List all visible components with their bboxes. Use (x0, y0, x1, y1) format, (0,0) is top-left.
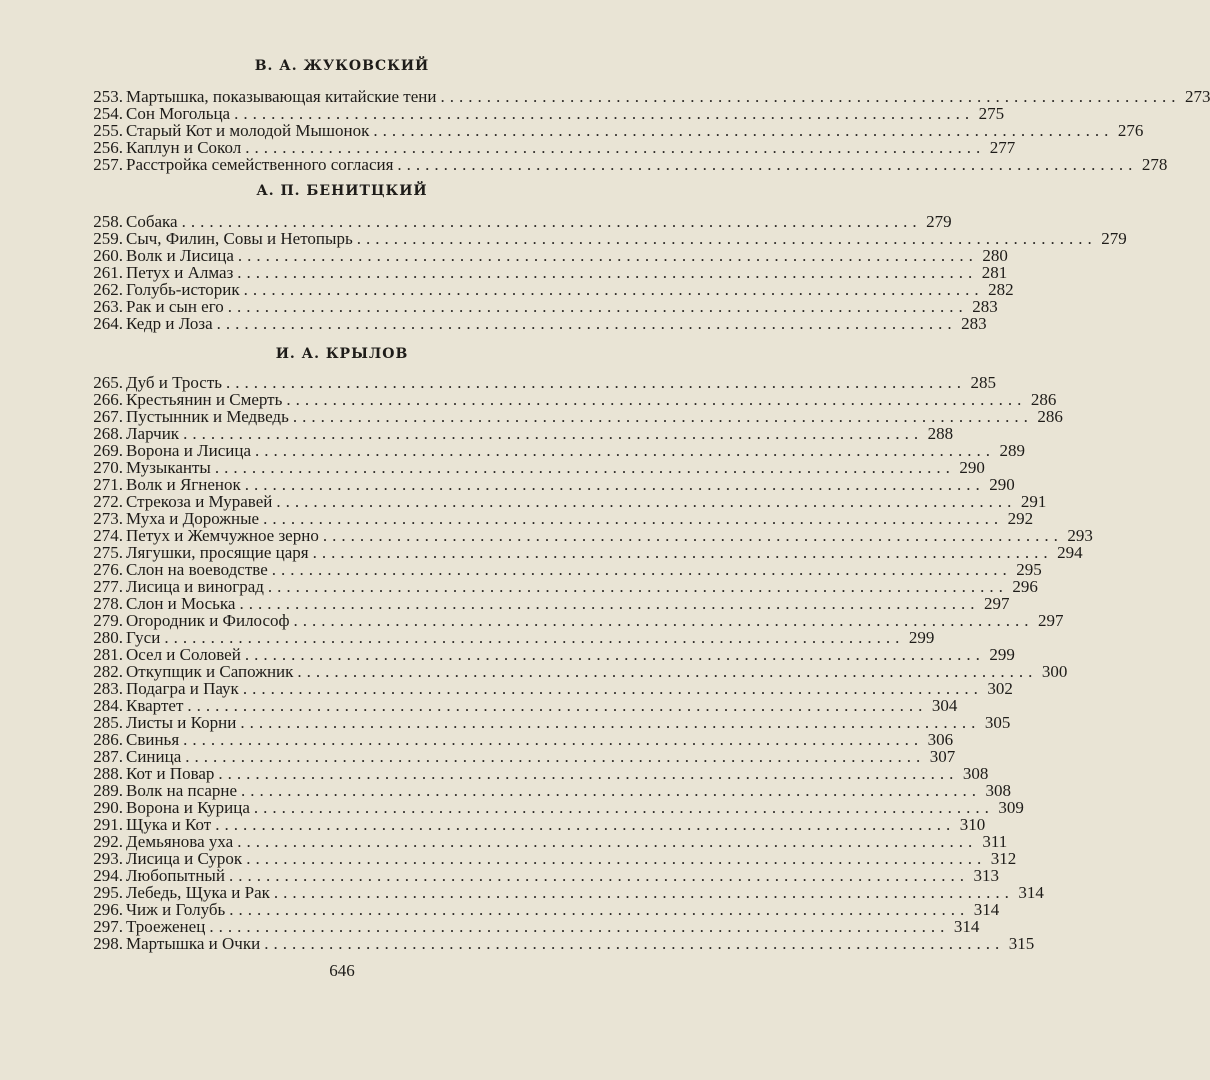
toc-entry (78, 832, 1008, 851)
entry-title: Квартет (126, 696, 184, 715)
section-heading-benitsky: А. П. БЕНИТЦКИЙ (256, 183, 428, 199)
toc-entry (78, 121, 1144, 140)
toc-list-zhukovsky (78, 87, 1210, 174)
entry-number: 257. (93, 155, 123, 174)
entry-title: Петух и Алмаз (126, 263, 234, 282)
toc-entry (78, 509, 1034, 528)
entry-title: Голубь-историк (126, 280, 240, 299)
entry-title: Лисица и Сурок (126, 849, 243, 868)
toc-entry (78, 314, 987, 333)
toc-entry (78, 628, 935, 647)
entry-title: Петух и Жемчужное зерно (126, 526, 319, 545)
entry-page-number: 278 (1141, 155, 1168, 174)
entry-title: Ларчик (126, 424, 180, 443)
dot-leader: ................................................................................ (297, 662, 1038, 681)
dot-leader: ................................................................................ (215, 815, 956, 834)
entry-page-number: 299 (908, 628, 935, 647)
entry-title: Крестьянин и Смерть (126, 390, 283, 409)
entry-page-number: 277 (989, 138, 1016, 157)
dot-leader: ................................................................................ (312, 543, 1053, 562)
dot-leader: ................................................................................ (276, 492, 1017, 511)
toc-list-benitsky (78, 212, 1127, 333)
entry-number: 258. (93, 212, 123, 231)
entry-title: Слон на воеводстве (126, 560, 268, 579)
dot-leader: ................................................................................ (181, 212, 922, 231)
entry-page-number: 306 (927, 730, 954, 749)
entry-number: 263. (93, 297, 123, 316)
toc-entry (78, 781, 1012, 800)
dot-leader: ................................................................................ (241, 781, 982, 800)
entry-page-number: 313 (973, 866, 999, 885)
entry-page-number: 283 (961, 314, 987, 333)
entry-title: Расстройка семейственного согласия (126, 155, 394, 174)
entry-title: Дуб и Трость (126, 373, 223, 392)
page-number: 646 (329, 961, 355, 980)
dot-leader: ................................................................................ (246, 849, 987, 868)
entry-page-number: 314 (1018, 883, 1044, 902)
dot-leader: ................................................................................ (244, 475, 985, 494)
entry-page-number: 279 (926, 212, 952, 231)
toc-entry (78, 917, 980, 936)
entry-title: Кот и Повар (126, 764, 215, 783)
dot-leader: ................................................................................ (293, 611, 1034, 630)
toc-entry (78, 543, 1083, 562)
entry-number: 290. (93, 798, 123, 817)
entry-page-number: 297 (983, 594, 1010, 613)
toc-entry (78, 594, 1010, 613)
entry-page-number: 312 (990, 849, 1017, 868)
entry-page-number: 282 (988, 280, 1014, 299)
entry-page-number: 275 (978, 104, 1005, 123)
toc-entry (78, 764, 989, 783)
entry-title: Ворона и Курица (126, 798, 250, 817)
entry-title: Волк на псарне (126, 781, 238, 800)
dot-leader: ................................................................................ (237, 263, 978, 282)
dot-leader: ................................................................................ (273, 883, 1014, 902)
entry-title: Мартышка и Очки (126, 934, 261, 953)
entry-title: Сон Могольца (126, 104, 231, 123)
entry-number: 260. (93, 246, 123, 265)
entry-number: 270. (93, 458, 123, 477)
toc-entry (78, 577, 1038, 596)
entry-number: 278. (93, 594, 123, 613)
dot-leader: ................................................................................ (271, 560, 1012, 579)
entry-number: 268. (93, 424, 123, 443)
toc-list-krylov (78, 373, 1093, 953)
entry-title: Синица (126, 747, 182, 766)
entry-number: 259. (93, 229, 123, 248)
entry-title: Кедр и Лоза (126, 314, 213, 333)
entry-page-number: 299 (989, 645, 1015, 664)
entry-page-number: 285 (970, 373, 997, 392)
entry-number: 283. (93, 679, 123, 698)
entry-title: Огородник и Философ (126, 611, 290, 630)
entry-page-number: 279 (1101, 229, 1127, 248)
entry-page-number: 297 (1038, 611, 1064, 630)
toc-entry (78, 679, 1013, 698)
entry-title: Волк и Ягненок (126, 475, 241, 494)
entry-page-number: 294 (1057, 543, 1083, 562)
toc-entry (78, 849, 1017, 868)
toc-entry (78, 407, 1063, 426)
dot-leader: ................................................................................ (187, 696, 928, 715)
entry-number: 289. (93, 781, 123, 800)
toc-entry (78, 866, 999, 885)
section-heading-krylov: И. А. КРЫЛОВ (275, 346, 409, 362)
toc-entry (78, 390, 1057, 409)
toc-entry (78, 246, 1008, 265)
dot-leader: ................................................................................ (234, 104, 975, 123)
dot-leader: ................................................................................ (228, 866, 969, 885)
dot-leader: ................................................................................ (253, 798, 994, 817)
entry-title: Лебедь, Щука и Рак (126, 883, 270, 902)
toc-entry (78, 883, 1044, 902)
entry-number: 293. (93, 849, 123, 868)
dot-leader: ................................................................................ (397, 155, 1138, 174)
entry-title: Ворона и Лисица (126, 441, 251, 460)
entry-number: 273. (93, 509, 123, 528)
entry-page-number: 300 (1041, 662, 1068, 681)
entry-title: Щука и Кот (126, 815, 212, 834)
toc-entry (78, 934, 1035, 953)
entry-number: 282. (93, 662, 123, 681)
entry-number: 281. (93, 645, 123, 664)
toc-entry (78, 263, 1008, 282)
dot-leader: ................................................................................ (214, 458, 955, 477)
dot-leader: ................................................................................ (183, 730, 924, 749)
dot-leader: ................................................................................ (239, 594, 980, 613)
entry-page-number: 302 (987, 679, 1013, 698)
entry-title: Демьянова уха (126, 832, 234, 851)
entry-page-number: 307 (929, 747, 956, 766)
entry-title: Любопытный (126, 866, 225, 885)
dot-leader: ................................................................................ (263, 509, 1004, 528)
entry-number: 255. (93, 121, 123, 140)
dot-leader: ................................................................................ (267, 577, 1008, 596)
entry-number: 295. (93, 883, 123, 902)
toc-entry (78, 645, 1015, 664)
dot-leader: ................................................................................ (229, 900, 970, 919)
toc-entry (78, 492, 1047, 511)
dot-leader: ................................................................................ (255, 441, 995, 460)
toc-entry (78, 441, 1025, 460)
entry-title: Пустынник и Медведь (126, 407, 289, 426)
dot-leader: ................................................................................ (183, 424, 924, 443)
entry-title: Осел и Соловей (126, 645, 241, 664)
entry-number: 292. (93, 832, 123, 851)
entry-title: Музыканты (126, 458, 211, 477)
entry-number: 284. (93, 696, 123, 715)
entry-title: Стрекоза и Муравей (126, 492, 273, 511)
toc-entry (78, 212, 952, 231)
section-heading-zhukovsky: В. А. ЖУКОВСКИЙ (254, 58, 430, 74)
entry-number: 288. (93, 764, 123, 783)
entry-number: 253. (93, 87, 123, 106)
entry-page-number: 280 (982, 246, 1008, 265)
dot-leader: ................................................................................ (237, 246, 978, 265)
entry-title: Сыч, Филин, Совы и Нетопырь (126, 229, 353, 248)
dot-leader: ................................................................................ (286, 390, 1027, 409)
entry-page-number: 281 (981, 263, 1008, 282)
dot-leader: ................................................................................ (242, 679, 983, 698)
entry-page-number: 310 (959, 815, 986, 834)
entry-number: 291. (93, 815, 123, 834)
entry-number: 269. (93, 441, 123, 460)
toc-entry (78, 155, 1168, 174)
entry-number: 287. (93, 747, 123, 766)
dot-leader: ................................................................................ (264, 934, 1005, 953)
toc-entry (78, 747, 956, 766)
entry-title: Мартышка, показывающая китайские тени (126, 87, 437, 106)
toc-entry (78, 475, 1015, 494)
dot-leader: ................................................................................ (216, 314, 957, 333)
toc-entry (78, 458, 985, 477)
entry-page-number: 288 (927, 424, 954, 443)
entry-number: 286. (93, 730, 123, 749)
entry-page-number: 276 (1117, 121, 1144, 140)
entry-title: Каплун и Сокол (126, 138, 242, 157)
toc-entry (78, 900, 1000, 919)
dot-leader: ................................................................................ (373, 121, 1114, 140)
toc-entry (78, 526, 1093, 545)
dot-leader: ................................................................................ (164, 628, 905, 647)
entry-title: Троеженец (126, 917, 206, 936)
entry-title: Гуси (126, 628, 161, 647)
dot-leader: ................................................................................ (292, 407, 1033, 426)
entry-title: Волк и Лисица (126, 246, 234, 265)
entry-title: Старый Кот и молодой Мышонок (126, 121, 370, 140)
dot-leader: ................................................................................ (237, 832, 978, 851)
entry-page-number: 296 (1012, 577, 1038, 596)
entry-page-number: 289 (999, 441, 1025, 460)
entry-number: 261. (93, 263, 123, 282)
entry-number: 275. (93, 543, 123, 562)
entry-title: Муха и Дорожные (126, 509, 260, 528)
entry-page-number: 273 (1184, 87, 1210, 106)
toc-entry (78, 138, 1016, 157)
entry-title: Свинья (126, 730, 180, 749)
dot-leader: ................................................................................ (245, 138, 986, 157)
entry-title: Чиж и Голубь (126, 900, 226, 919)
entry-number: 277. (93, 577, 123, 596)
dot-leader: ................................................................................ (226, 373, 967, 392)
toc-entry (78, 280, 1014, 299)
entry-number: 264. (93, 314, 123, 333)
toc-entry (78, 229, 1127, 248)
dot-leader: ................................................................................ (356, 229, 1097, 248)
entry-page-number: 308 (985, 781, 1012, 800)
toc-entry (78, 730, 954, 749)
entry-number: 298. (93, 934, 123, 953)
toc-entry (78, 297, 998, 316)
entry-title: Откупщик и Сапожник (126, 662, 294, 681)
entry-page-number: 304 (931, 696, 958, 715)
dot-leader: ................................................................................ (322, 526, 1063, 545)
entry-page-number: 315 (1008, 934, 1035, 953)
dot-leader: ................................................................................ (440, 87, 1181, 106)
toc-entry (78, 424, 954, 443)
entry-page-number: 308 (962, 764, 989, 783)
toc-entry (78, 798, 1024, 817)
entry-number: 294. (93, 866, 123, 885)
dot-leader: ................................................................................ (240, 713, 981, 732)
entry-number: 256. (93, 138, 123, 157)
entry-page-number: 291 (1020, 492, 1047, 511)
toc-entry (78, 560, 1042, 579)
toc-entry (78, 696, 958, 715)
entry-title: Рак и сын его (126, 297, 224, 316)
entry-page-number: 286 (1037, 407, 1063, 426)
toc-entry (78, 373, 997, 392)
toc-entry (78, 815, 986, 834)
entry-number: 271. (93, 475, 123, 494)
toc-entry (78, 662, 1068, 681)
entry-number: 254. (93, 104, 123, 123)
dot-leader: ................................................................................ (185, 747, 926, 766)
dot-leader: ................................................................................ (227, 297, 968, 316)
entry-number: 296. (93, 900, 123, 919)
entry-number: 285. (93, 713, 123, 732)
entry-number: 280. (93, 628, 123, 647)
dot-leader: ................................................................................ (209, 917, 950, 936)
entry-title: Собака (126, 212, 178, 231)
entry-number: 266. (93, 390, 123, 409)
toc-entry (78, 87, 1210, 106)
dot-leader: ................................................................................ (244, 645, 985, 664)
entry-page-number: 290 (989, 475, 1015, 494)
entry-page-number: 293 (1067, 526, 1093, 545)
entry-page-number: 314 (973, 900, 1000, 919)
dot-leader: ................................................................................ (218, 764, 959, 783)
entry-page-number: 309 (998, 798, 1024, 817)
entry-page-number: 311 (982, 832, 1008, 851)
entry-number: 262. (93, 280, 123, 299)
entry-number: 279. (93, 611, 123, 630)
dot-leader: ................................................................................ (243, 280, 984, 299)
entry-page-number: 292 (1007, 509, 1034, 528)
entry-title: Слон и Моська (126, 594, 236, 613)
toc-entry (78, 713, 1011, 732)
entry-title: Лисица и виноград (126, 577, 264, 596)
entry-number: 297. (93, 917, 123, 936)
entry-number: 272. (93, 492, 123, 511)
entry-title: Лягушки, просящие царя (126, 543, 309, 562)
toc-entry (78, 611, 1064, 630)
entry-page-number: 286 (1030, 390, 1057, 409)
entry-number: 267. (93, 407, 123, 426)
entry-number: 265. (93, 373, 123, 392)
entry-page-number: 314 (953, 917, 980, 936)
entry-number: 276. (93, 560, 123, 579)
entry-number: 274. (93, 526, 123, 545)
entry-title: Подагра и Паук (126, 679, 239, 698)
entry-page-number: 290 (959, 458, 985, 477)
entry-page-number: 283 (972, 297, 998, 316)
toc-entry (78, 104, 1005, 123)
entry-title: Листы и Корни (126, 713, 237, 732)
entry-page-number: 305 (984, 713, 1011, 732)
entry-page-number: 295 (1016, 560, 1042, 579)
